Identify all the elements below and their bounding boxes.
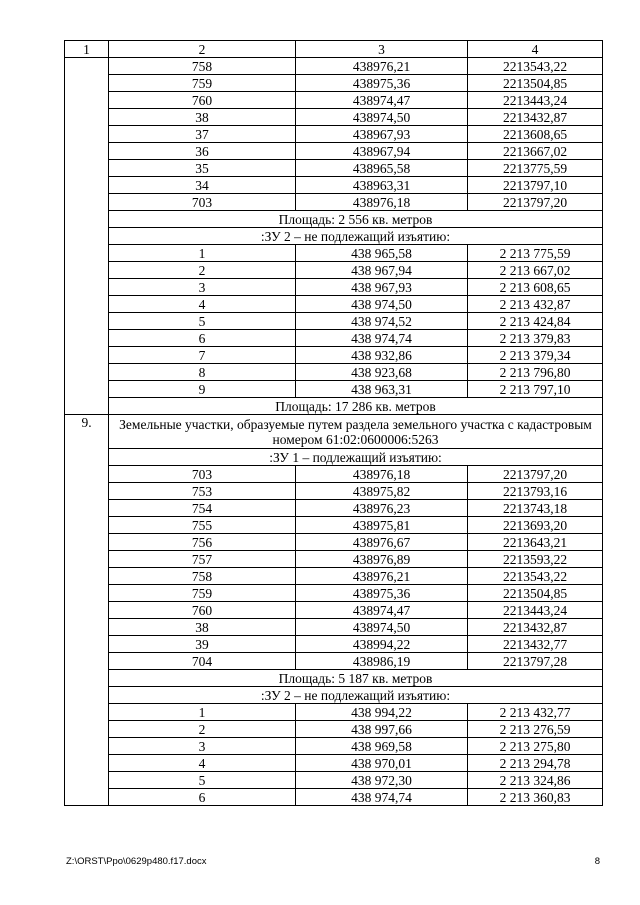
table-row: [65, 704, 603, 721]
point-number-cell: 8: [109, 364, 296, 381]
y-coordinate-cell: 2213443,24: [468, 602, 603, 619]
table-row: [65, 721, 603, 738]
column-header: 2: [109, 41, 296, 58]
table-row: [65, 585, 603, 602]
y-coordinate-cell: 2213667,02: [468, 143, 603, 160]
point-number-cell: 34: [109, 177, 296, 194]
table-row: [65, 194, 603, 211]
point-number-cell: 758: [109, 568, 296, 585]
table-row: [65, 466, 603, 483]
y-coordinate-cell: 2 213 608,65: [468, 279, 603, 296]
point-number-cell: 4: [109, 755, 296, 772]
x-coordinate-cell: 438974,47: [296, 602, 468, 619]
point-number-cell: 1: [109, 245, 296, 262]
x-coordinate-cell: 438 963,31: [296, 381, 468, 398]
point-number-cell: 3: [109, 279, 296, 296]
y-coordinate-cell: 2 213 276,59: [468, 721, 603, 738]
y-coordinate-cell: 2 213 324,86: [468, 772, 603, 789]
y-coordinate-cell: 2 213 379,83: [468, 330, 603, 347]
x-coordinate-cell: 438 974,50: [296, 296, 468, 313]
point-number-cell: 703: [109, 466, 296, 483]
x-coordinate-cell: 438975,36: [296, 585, 468, 602]
y-coordinate-cell: 2213432,77: [468, 636, 603, 653]
x-coordinate-cell: 438976,67: [296, 534, 468, 551]
x-coordinate-cell: 438976,23: [296, 500, 468, 517]
table-row: [65, 160, 603, 177]
y-coordinate-cell: 2213793,16: [468, 483, 603, 500]
x-coordinate-cell: 438975,36: [296, 75, 468, 92]
y-coordinate-cell: 2213432,87: [468, 109, 603, 126]
section-title-row: [65, 228, 603, 245]
x-coordinate-cell: 438965,58: [296, 160, 468, 177]
y-coordinate-cell: 2 213 424,84: [468, 313, 603, 330]
point-number-cell: 6: [109, 330, 296, 347]
table-row: [65, 381, 603, 398]
x-coordinate-cell: 438967,93: [296, 126, 468, 143]
point-number-cell: 5: [109, 313, 296, 330]
table-row: [65, 109, 603, 126]
x-coordinate-cell: 438 974,74: [296, 330, 468, 347]
point-number-cell: 759: [109, 75, 296, 92]
point-number-cell: 759: [109, 585, 296, 602]
y-coordinate-cell: 2213593,22: [468, 551, 603, 568]
x-coordinate-cell: 438975,82: [296, 483, 468, 500]
x-coordinate-cell: 438 974,52: [296, 313, 468, 330]
x-coordinate-cell: 438 932,86: [296, 347, 468, 364]
group-caption-row: [65, 415, 603, 449]
y-coordinate-cell: 2213797,20: [468, 466, 603, 483]
table-row: [65, 177, 603, 194]
point-number-cell: 39: [109, 636, 296, 653]
point-number-cell: 2: [109, 721, 296, 738]
y-coordinate-cell: 2213797,10: [468, 177, 603, 194]
table-row: [65, 92, 603, 109]
x-coordinate-cell: 438 969,58: [296, 738, 468, 755]
section-title-row: [65, 449, 603, 466]
area-row: [65, 398, 603, 415]
point-number-cell: 704: [109, 653, 296, 670]
table-row: [65, 483, 603, 500]
table-row: [65, 517, 603, 534]
y-coordinate-cell: 2 213 432,87: [468, 296, 603, 313]
area-row: [65, 211, 603, 228]
table-row: [65, 313, 603, 330]
table-row: [65, 58, 603, 75]
y-coordinate-cell: 2 213 432,77: [468, 704, 603, 721]
coordinates-table: [64, 40, 603, 806]
group-caption: Земельные участки, образуемые путем раздела земельного участка с кадастровым номером 61:02:0600006:5263: [109, 415, 603, 449]
table-row: [65, 279, 603, 296]
x-coordinate-cell: 438986,19: [296, 653, 468, 670]
y-coordinate-cell: 2 213 275,80: [468, 738, 603, 755]
area-text: Площадь: 17 286 кв. метров: [109, 398, 603, 415]
table-row: [65, 364, 603, 381]
x-coordinate-cell: 438974,47: [296, 92, 468, 109]
section-title: :ЗУ 2 – не подлежащий изъятию:: [109, 228, 603, 245]
point-number-cell: 754: [109, 500, 296, 517]
table-row: [65, 636, 603, 653]
y-coordinate-cell: 2 213 667,02: [468, 262, 603, 279]
table-header-row: [65, 41, 603, 58]
point-number-cell: 3: [109, 738, 296, 755]
point-number-cell: 6: [109, 789, 296, 806]
point-number-cell: 756: [109, 534, 296, 551]
y-coordinate-cell: 2213693,20: [468, 517, 603, 534]
table-row: [65, 143, 603, 160]
x-coordinate-cell: 438974,50: [296, 109, 468, 126]
x-coordinate-cell: 438 970,01: [296, 755, 468, 772]
table-row: [65, 755, 603, 772]
x-coordinate-cell: 438976,18: [296, 194, 468, 211]
table-row: [65, 296, 603, 313]
y-coordinate-cell: 2213797,28: [468, 653, 603, 670]
y-coordinate-cell: 2 213 796,80: [468, 364, 603, 381]
x-coordinate-cell: 438976,21: [296, 58, 468, 75]
x-coordinate-cell: 438 974,74: [296, 789, 468, 806]
table-row: [65, 126, 603, 143]
point-number-cell: 757: [109, 551, 296, 568]
y-coordinate-cell: 2 213 797,10: [468, 381, 603, 398]
y-coordinate-cell: 2213432,87: [468, 619, 603, 636]
area-text: Площадь: 2 556 кв. метров: [109, 211, 603, 228]
point-number-cell: 38: [109, 619, 296, 636]
point-number-cell: 9: [109, 381, 296, 398]
point-number-cell: 38: [109, 109, 296, 126]
y-coordinate-cell: 2 213 360,83: [468, 789, 603, 806]
item-number-cell: [65, 58, 109, 415]
point-number-cell: 758: [109, 58, 296, 75]
x-coordinate-cell: 438967,94: [296, 143, 468, 160]
y-coordinate-cell: 2213543,22: [468, 568, 603, 585]
table-row: [65, 551, 603, 568]
section-title: :ЗУ 2 – не подлежащий изъятию:: [109, 687, 603, 704]
table-row: [65, 602, 603, 619]
section-title: :ЗУ 1 – подлежащий изъятию:: [109, 449, 603, 466]
y-coordinate-cell: 2213543,22: [468, 58, 603, 75]
column-header: 4: [468, 41, 603, 58]
table-row: [65, 738, 603, 755]
table-row: [65, 245, 603, 262]
point-number-cell: 7: [109, 347, 296, 364]
point-number-cell: 37: [109, 126, 296, 143]
x-coordinate-cell: 438 994,22: [296, 704, 468, 721]
item-number-cell: 9.: [65, 415, 109, 806]
area-text: Площадь: 5 187 кв. метров: [109, 670, 603, 687]
x-coordinate-cell: 438 967,93: [296, 279, 468, 296]
table-row: [65, 568, 603, 585]
y-coordinate-cell: 2 213 294,78: [468, 755, 603, 772]
x-coordinate-cell: 438976,21: [296, 568, 468, 585]
table-body: [65, 41, 603, 806]
x-coordinate-cell: 438 972,30: [296, 772, 468, 789]
x-coordinate-cell: 438974,50: [296, 619, 468, 636]
point-number-cell: 36: [109, 143, 296, 160]
point-number-cell: 760: [109, 602, 296, 619]
table-row: [65, 347, 603, 364]
column-header: 3: [296, 41, 468, 58]
x-coordinate-cell: 438975,81: [296, 517, 468, 534]
y-coordinate-cell: 2213608,65: [468, 126, 603, 143]
table-row: [65, 619, 603, 636]
x-coordinate-cell: 438 923,68: [296, 364, 468, 381]
point-number-cell: 753: [109, 483, 296, 500]
table-row: [65, 653, 603, 670]
footer-page-number: 8: [594, 856, 600, 867]
footer-file-path: Z:\ORST\Ppo\0629p480.f17.docx: [66, 856, 207, 867]
point-number-cell: 2: [109, 262, 296, 279]
y-coordinate-cell: 2213775,59: [468, 160, 603, 177]
y-coordinate-cell: 2213643,21: [468, 534, 603, 551]
table-row: [65, 534, 603, 551]
x-coordinate-cell: 438 967,94: [296, 262, 468, 279]
table-row: [65, 789, 603, 806]
x-coordinate-cell: 438 997,66: [296, 721, 468, 738]
x-coordinate-cell: 438976,89: [296, 551, 468, 568]
table-row: [65, 262, 603, 279]
y-coordinate-cell: 2213504,85: [468, 75, 603, 92]
y-coordinate-cell: 2213443,24: [468, 92, 603, 109]
x-coordinate-cell: 438976,18: [296, 466, 468, 483]
point-number-cell: 755: [109, 517, 296, 534]
point-number-cell: 1: [109, 704, 296, 721]
y-coordinate-cell: 2213797,20: [468, 194, 603, 211]
y-coordinate-cell: 2213504,85: [468, 585, 603, 602]
y-coordinate-cell: 2 213 379,34: [468, 347, 603, 364]
point-number-cell: 35: [109, 160, 296, 177]
x-coordinate-cell: 438994,22: [296, 636, 468, 653]
area-row: [65, 670, 603, 687]
point-number-cell: 4: [109, 296, 296, 313]
point-number-cell: 760: [109, 92, 296, 109]
section-title-row: [65, 687, 603, 704]
y-coordinate-cell: 2213743,18: [468, 500, 603, 517]
y-coordinate-cell: 2 213 775,59: [468, 245, 603, 262]
table-row: [65, 500, 603, 517]
table-row: [65, 330, 603, 347]
table-row: [65, 772, 603, 789]
table-row: [65, 75, 603, 92]
x-coordinate-cell: 438 965,58: [296, 245, 468, 262]
column-header: 1: [65, 41, 109, 58]
point-number-cell: 703: [109, 194, 296, 211]
point-number-cell: 5: [109, 772, 296, 789]
x-coordinate-cell: 438963,31: [296, 177, 468, 194]
